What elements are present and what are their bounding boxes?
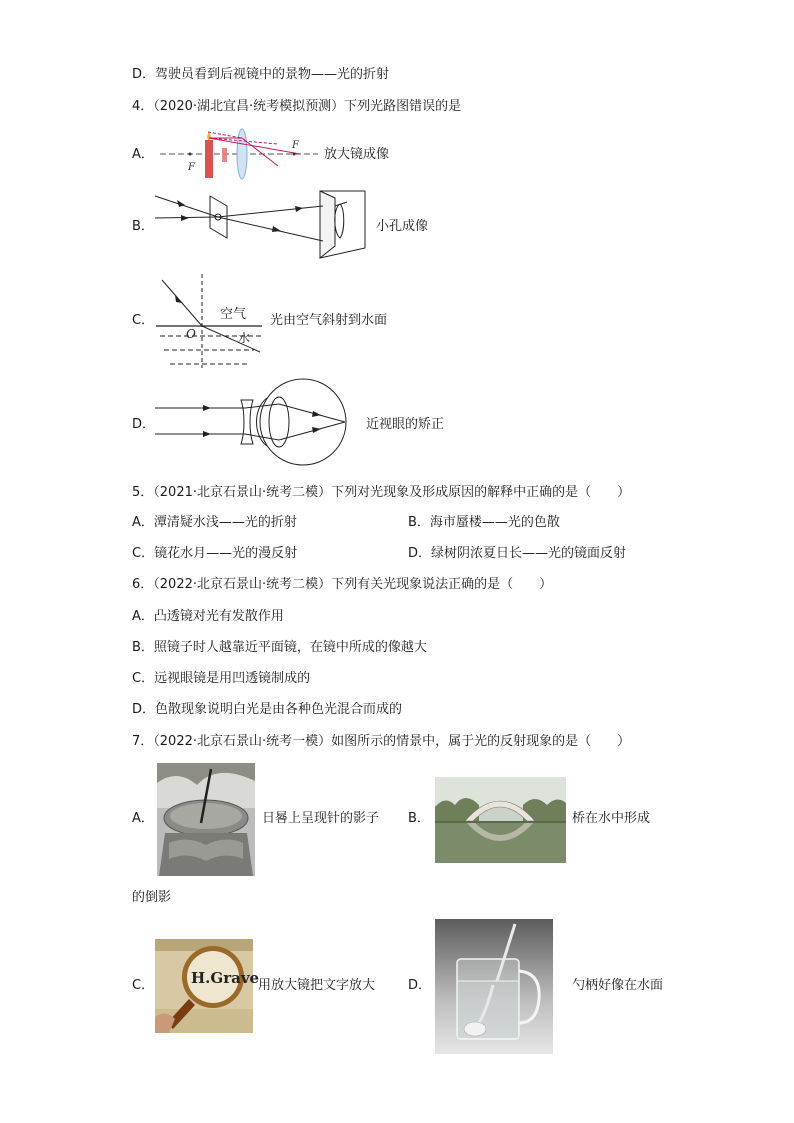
q4-option-d-caption: 近视眼的矫正 <box>366 417 445 432</box>
q4-option-b-letter: B． <box>132 219 154 234</box>
q4-option-c-caption: 光由空气斜射到水面 <box>270 313 388 328</box>
q7-a-sundial-photo <box>157 763 255 876</box>
q7-d-spoon-glass-photo <box>435 919 553 1054</box>
q7-option-d-text: 勺柄好像在水面 <box>572 978 664 993</box>
q4-option-a-letter: A． <box>132 147 154 162</box>
q7-c-photo-text: H.Grave <box>191 969 260 987</box>
q7-option-c-text: 用放大镜把文字放大 <box>258 978 376 993</box>
q4-c-refraction-diagram <box>150 272 268 370</box>
q4-a-f-right: F <box>292 140 299 151</box>
q7-c-magnifier-photo <box>155 939 260 1033</box>
q4-c-air-label: 空气 <box>220 307 247 322</box>
q5-option-a: A．潭清疑水浅——光的折射 <box>132 515 297 530</box>
q4-option-d-letter: D． <box>132 417 156 432</box>
q4-option-c-letter: C． <box>132 313 155 328</box>
q4-a-f-left: F <box>188 162 195 173</box>
q7-option-d-letter: D． <box>408 978 432 993</box>
q4-option-b-caption: 小孔成像 <box>376 219 429 234</box>
q4-b-pinhole-diagram <box>155 186 370 266</box>
q7-option-b-letter: B． <box>408 811 430 826</box>
q6-stem: 6．（2022·北京石景山·统考二模）下列有关光现象说法正确的是（ ） <box>132 577 553 592</box>
q5-stem: 5．（2021·北京石景山·统考二模）下列对光现象及形成原因的解释中正确的是（ ） <box>132 485 631 500</box>
q4-c-water-label: 水 <box>238 331 251 345</box>
q7-stem: 7．（2022·北京石景山·统考一模）如图所示的情景中，属于光的反射现象的是（ ） <box>132 734 631 749</box>
q5-option-c: C．镜花水月——光的漫反射 <box>132 546 298 561</box>
q6-option-c: C．远视眼镜是用凹透镜制成的 <box>132 671 311 686</box>
q7-option-a-text: 日晷上呈现针的影子 <box>262 811 380 826</box>
q7-option-c-letter: C． <box>132 978 155 993</box>
q7-option-b-text: 桥在水中形成 <box>572 811 651 826</box>
q4-option-a-caption: 放大镜成像 <box>324 147 390 162</box>
q4-c-point-o: O <box>186 327 196 341</box>
q5-option-d: D．绿树阴浓夏日长——光的镜面反射 <box>408 546 627 561</box>
q6-option-d: D．色散现象说明白光是由各种色光混合而成的 <box>132 702 403 717</box>
q7-b-bridge-photo <box>435 777 566 863</box>
q4-stem: 4．（2020·湖北宜昌·统考模拟预测）下列光路图错误的是 <box>132 99 462 114</box>
q7-option-b-continuation: 的倒影 <box>132 890 172 905</box>
q4-a-magnifier-diagram <box>160 128 320 184</box>
q6-option-a: A．凸透镜对光有发散作用 <box>132 609 284 624</box>
q5-option-b: B．海市蜃楼——光的色散 <box>408 515 560 530</box>
q3-option-d: D．驾驶员看到后视镜中的景物——光的折射 <box>132 67 390 82</box>
q7-option-a-letter: A． <box>132 811 154 826</box>
q4-d-eye-diagram <box>155 376 360 470</box>
q6-option-b: B．照镜子时人越靠近平面镜，在镜中所成的像越大 <box>132 640 427 655</box>
